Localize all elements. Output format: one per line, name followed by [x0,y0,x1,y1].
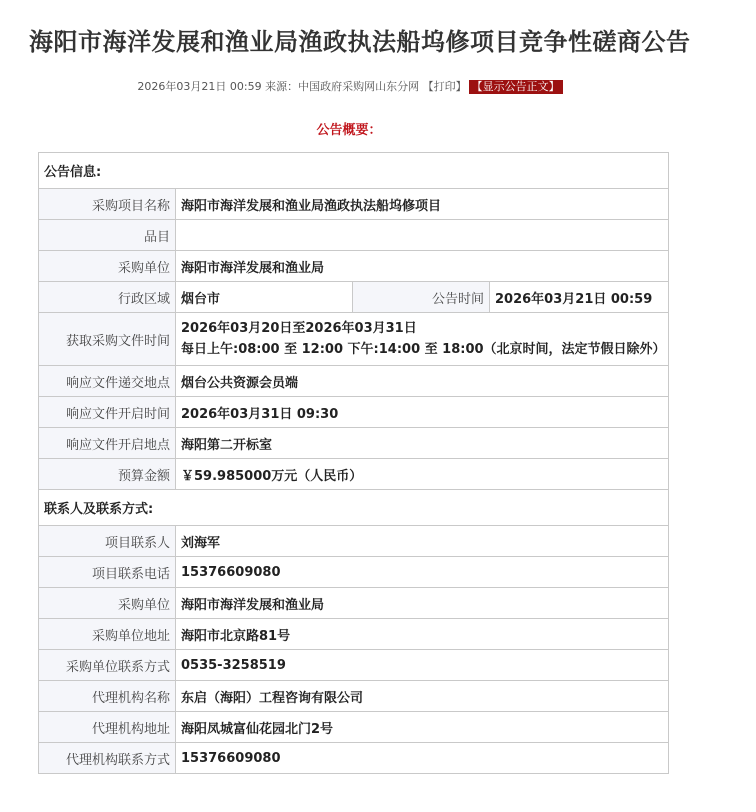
show-body-button[interactable]: 【显示公告正文】 [469,80,563,94]
table-row [39,619,669,650]
open-time-label: 响应文件开启时间 [39,397,176,428]
project-name-value: 海阳市海洋发展和渔业局渔政执法船坞修项目 [176,189,669,220]
agency-phone-value: 15376609080 [176,743,669,774]
announcement-meta [0,78,700,94]
project-contact-value: 刘海军 [176,526,669,557]
purchaser-address-label: 采购单位地址 [39,619,176,650]
publish-datetime: 2026年03月21日 00:59 [137,80,262,93]
table-row [39,251,669,282]
item-label: 品目 [39,220,176,251]
table-row [39,428,669,459]
table-row [39,313,669,366]
submit-place-label: 响应文件递交地点 [39,366,176,397]
budget-label: 预算金额 [39,459,176,490]
doc-time-range: 2026年03月20日至2026年03月31日 [181,321,417,336]
table-row [39,459,669,490]
submit-place-value: 烟台公共资源会员端 [176,366,669,397]
section-row [39,490,669,526]
region-label: 行政区域 [39,282,176,313]
table-row [39,588,669,619]
announcement-table [38,152,669,774]
budget-value: ￥59.985000万元（人民币） [176,459,669,490]
publish-time-label: 公告时间 [353,282,490,313]
purchaser-label: 采购单位 [39,251,176,282]
table-row [39,557,669,588]
project-contact-label: 项目联系人 [39,526,176,557]
project-phone-label: 项目联系电话 [39,557,176,588]
purchaser-phone-value: 0535-3258519 [176,650,669,681]
purchaser-value: 海阳市海洋发展和渔业局 [176,251,669,282]
table-row [39,189,669,220]
page-title: 海阳市海洋发展和渔业局渔政执法船坞修项目竞争性磋商公告 [29,28,691,56]
purchaser-phone-label: 采购单位联系方式 [39,650,176,681]
region-value: 烟台市 [176,282,353,313]
doc-time-hours: 每日上午:08:00 至 12:00 下午:14:00 至 18:00（北京时间，法定节假日除外） [181,342,666,357]
section-row [39,153,669,189]
table-row [39,282,669,313]
open-time-value: 2026年03月31日 09:30 [176,397,669,428]
agency-address-value: 海阳凤城富仙花园北门2号 [176,712,669,743]
table-row [39,743,669,774]
agency-name-label: 代理机构名称 [39,681,176,712]
doc-time-label: 获取采购文件时间 [39,313,176,366]
table-row [39,526,669,557]
agency-phone-label: 代理机构联系方式 [39,743,176,774]
agency-name-value: 东启（海阳）工程咨询有限公司 [176,681,669,712]
contact-purchaser-label: 采购单位 [39,588,176,619]
project-phone-value: 15376609080 [176,557,669,588]
publish-time-value: 2026年03月21日 00:59 [490,282,669,313]
print-link[interactable]: 【打印】 [422,80,467,93]
project-name-label: 采购项目名称 [39,189,176,220]
open-place-value: 海阳第二开标室 [176,428,669,459]
section-heading-contacts: 联系人及联系方式: [39,490,669,526]
table-row [39,681,669,712]
table-row [39,366,669,397]
table-row [39,650,669,681]
table-row [39,220,669,251]
source-name: 中国政府采购网山东分网 [298,80,420,93]
purchaser-address-value: 海阳市北京路81号 [176,619,669,650]
open-place-label: 响应文件开启地点 [39,428,176,459]
item-value [176,220,669,251]
summary-heading: 公告概要： [316,123,382,138]
source-label: 来源： [265,80,299,93]
agency-address-label: 代理机构地址 [39,712,176,743]
doc-time-value [176,313,669,366]
contact-purchaser-value: 海阳市海洋发展和渔业局 [176,588,669,619]
section-heading-info: 公告信息: [39,153,669,189]
table-row [39,712,669,743]
table-row [39,397,669,428]
